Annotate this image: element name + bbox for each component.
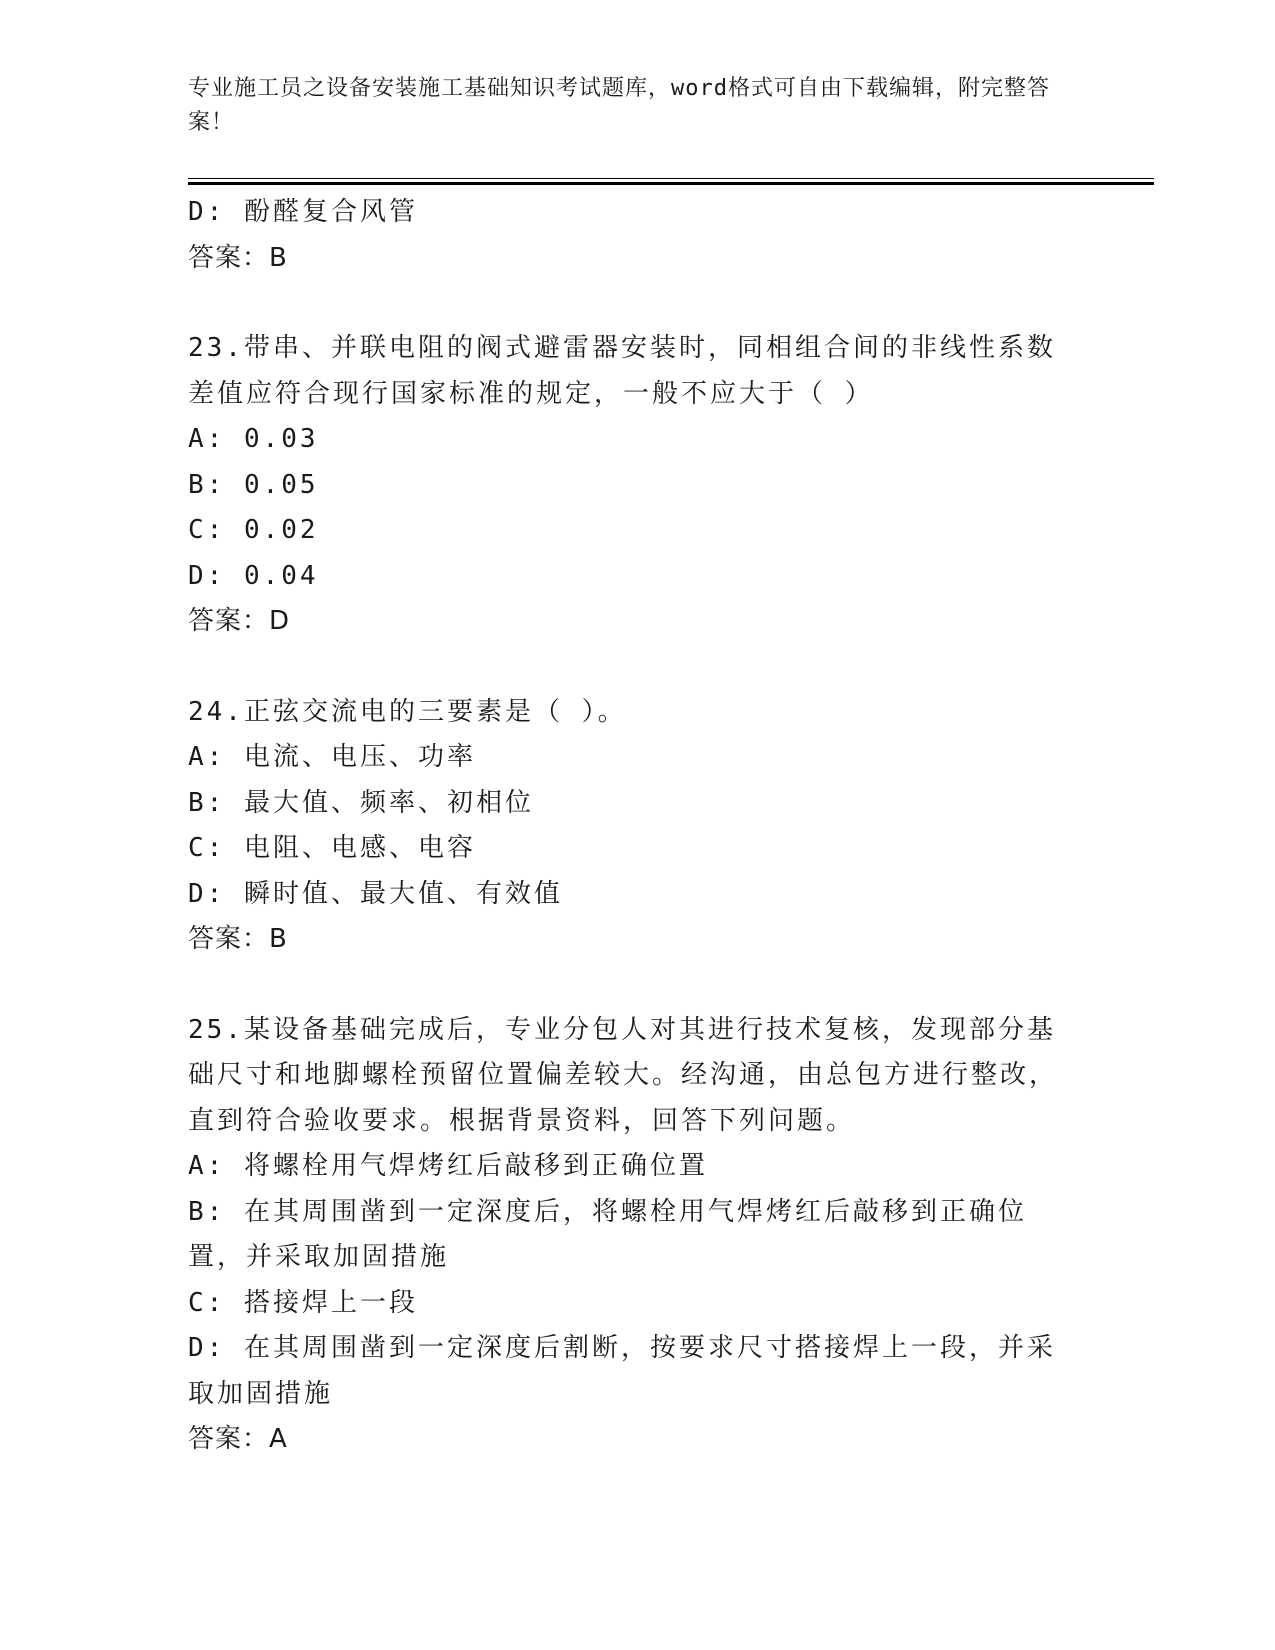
- option-b: B: 0.05: [188, 469, 319, 500]
- answer-line: 答案：A: [188, 1424, 288, 1454]
- header-title: 专业施工员之设备安装施工基础知识考试题库，word格式可自由下载编辑，附完整答案！: [188, 76, 1050, 135]
- page-header: [188, 72, 1068, 140]
- option-c: C: 0.02: [188, 515, 319, 545]
- option-d: D: 瞬时值、最大值、有效值: [188, 878, 563, 909]
- option-a: A: 0.03: [188, 424, 319, 454]
- option-d: D: 0.04: [188, 560, 319, 591]
- answer-line: 答案：B: [188, 924, 288, 954]
- spacer: [188, 963, 1068, 1008]
- option-c: C: 搭接焊上一段: [188, 1287, 418, 1318]
- question-list: [188, 190, 1068, 1463]
- option-a: A: 将螺栓用气焊烤红后敲移到正确位置: [188, 1151, 708, 1181]
- header-divider-thick: [188, 182, 1154, 185]
- option-a: A: 电流、电压、功率: [188, 742, 476, 772]
- option-c: C: 电阻、电感、电容: [188, 833, 476, 863]
- previous-question-tail: [188, 190, 1068, 281]
- option-d: D: 在其周围凿到一定深度后割断，按要求尺寸搭接焊上一段，并采取加固措施: [188, 1333, 1056, 1409]
- option-b: B: 在其周围凿到一定深度后，将螺栓用气焊烤红后敲移到正确位置，并采取加固措施: [188, 1196, 1027, 1272]
- option-b: B: 最大值、频率、初相位: [188, 787, 534, 818]
- answer-line: 答案：B: [188, 242, 288, 273]
- option-d: D: 酚醛复合风管: [188, 197, 418, 227]
- question-stem: 24.正弦交流电的三要素是（ ）。: [188, 696, 627, 727]
- question-stem: 25.某设备基础完成后，专业分包人对其进行技术复核，发现部分基础尺寸和地脚螺栓预留位置偏差较大。经沟通，由总包方进行整改，直到符合验收要求。根据背景资料，回答下列问题。: [188, 1014, 1059, 1136]
- spacer: [188, 645, 1068, 690]
- header-divider-thin: [188, 178, 1154, 179]
- spacer: [188, 281, 1068, 326]
- question-25: [188, 1008, 1068, 1463]
- question-24: [188, 690, 1068, 963]
- answer-line: 答案：D: [188, 606, 291, 636]
- question-23: [188, 326, 1068, 645]
- question-stem: 23.带串、并联电阻的阀式避雷器安装时，同相组合间的非线性系数差值应符合现行国家标准的规定，一般不应大于（ ）: [188, 333, 1056, 409]
